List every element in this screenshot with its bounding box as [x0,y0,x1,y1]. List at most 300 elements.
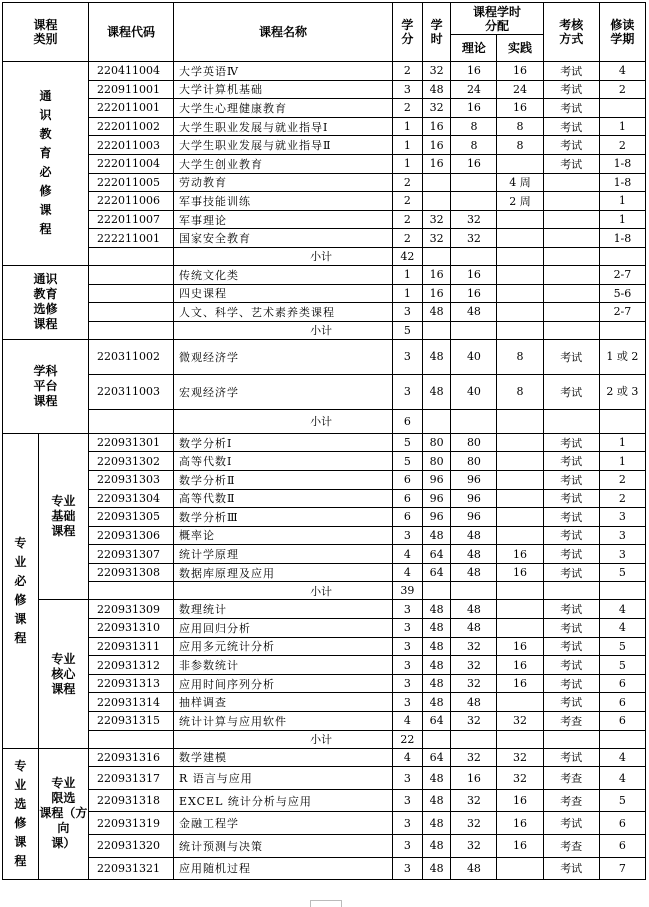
cell-code: 222011005 [89,173,174,192]
table-row [3,812,646,835]
table-row [3,693,646,712]
cell-hours: 48 [422,303,451,322]
table-row [3,563,646,582]
cell-theory: 8 [451,136,497,155]
cell-code: 220931310 [89,619,174,638]
subtotal-empty [543,321,599,339]
cell-name: 大学英语Ⅳ [173,62,392,81]
cell-exam: 考试 [543,62,599,81]
cell-name: 大学生心理健康教育 [173,99,392,118]
header-theory: 理论 [451,35,497,62]
table-row [3,99,646,118]
cell-practice [497,433,543,452]
cell-practice [497,284,543,303]
cell-practice: 16 [497,674,543,693]
cell-name: 军事技能训练 [173,192,392,211]
cell-exam: 考查 [543,789,599,812]
cell-practice [497,154,543,173]
cell-credits: 6 [393,470,423,489]
subtotal-empty [451,321,497,339]
cell-hours: 48 [422,374,451,409]
cell-practice: 16 [497,835,543,858]
cell-practice: 16 [497,563,543,582]
cell-hours: 96 [422,470,451,489]
cell-name: 人文、科学、艺术素养类课程 [173,303,392,322]
cell-theory: 48 [451,619,497,638]
cell-exam [543,303,599,322]
cell-name: 应用时间序列分析 [173,674,392,693]
cell-credits: 3 [393,80,423,99]
cell-name: 大学生职业发展与就业指导Ⅱ [173,136,392,155]
cell-hours: 96 [422,489,451,508]
table-row [3,767,646,790]
cell-name: 四史课程 [173,284,392,303]
cell-theory: 32 [451,229,497,248]
cell-exam: 考试 [543,693,599,712]
table-row [3,637,646,656]
cell-credits: 2 [393,192,423,211]
table-row [3,433,646,452]
cell-theory: 16 [451,154,497,173]
category-gen-required-text: 通识教育必修课程 [39,89,52,237]
cell-exam: 考试 [543,117,599,136]
cell-semester: 2-7 [599,265,645,284]
cell-exam: 考试 [543,674,599,693]
cell-code: 222011003 [89,136,174,155]
cell-hours: 48 [422,637,451,656]
cell-exam: 考试 [543,600,599,619]
subtotal-code [89,247,174,265]
cell-semester: 1 [599,192,645,211]
cell-theory: 16 [451,265,497,284]
table-row [3,265,646,284]
cell-semester: 1-8 [599,229,645,248]
cell-practice [497,600,543,619]
table-row [3,374,646,409]
cell-theory: 32 [451,748,497,767]
cell-practice [497,452,543,471]
cell-credits: 4 [393,563,423,582]
table-row [3,600,646,619]
cell-exam: 考试 [543,526,599,545]
cell-code: 222011002 [89,117,174,136]
subtotal-empty [422,321,451,339]
table-row [3,339,646,374]
cell-exam [543,229,599,248]
cell-semester: 4 [599,619,645,638]
cell-practice [497,210,543,229]
cell-semester: 5 [599,637,645,656]
cell-credits: 3 [393,637,423,656]
cell-credits: 3 [393,857,423,880]
table-row [3,835,646,858]
category-major-required-text: 专业必修课程 [14,535,27,645]
cell-practice: 16 [497,545,543,564]
cell-credits: 3 [393,600,423,619]
subtotal-empty [599,582,645,600]
cell-exam: 考试 [543,857,599,880]
cell-exam: 考查 [543,712,599,731]
table-row [3,545,646,564]
cell-semester: 6 [599,712,645,731]
subtotal-empty [599,247,645,265]
cell-exam: 考试 [543,508,599,527]
subtotal-empty [497,409,543,433]
cell-credits: 4 [393,712,423,731]
cell-practice: 32 [497,748,543,767]
cell-exam: 考试 [543,99,599,118]
cell-exam: 考试 [543,812,599,835]
cell-practice: 16 [497,62,543,81]
subtotal-empty [422,582,451,600]
cell-semester: 5 [599,656,645,675]
cell-credits: 2 [393,210,423,229]
cell-practice: 8 [497,117,543,136]
cell-practice: 16 [497,789,543,812]
subtotal-empty [543,247,599,265]
cell-semester: 6 [599,674,645,693]
subtotal-empty [422,730,451,748]
cell-name: 高等代数Ⅱ [173,489,392,508]
cell-exam: 考试 [543,489,599,508]
cell-theory: 32 [451,656,497,675]
cell-code [89,303,174,322]
table-row [3,526,646,545]
table-row [3,712,646,731]
cell-exam: 考试 [543,470,599,489]
cell-exam: 考试 [543,748,599,767]
cell-exam [543,173,599,192]
cell-name: 数据库原理及应用 [173,563,392,582]
cell-code: 220931301 [89,433,174,452]
cell-semester: 2 [599,489,645,508]
cell-credits: 3 [393,767,423,790]
cell-hours: 80 [422,433,451,452]
cell-hours: 32 [422,229,451,248]
cell-theory: 96 [451,470,497,489]
subtotal-empty [497,730,543,748]
header-row [3,3,646,35]
table-row [3,789,646,812]
cell-code: 220931314 [89,693,174,712]
cell-theory: 48 [451,857,497,880]
cell-theory: 48 [451,303,497,322]
cell-code: 220931303 [89,470,174,489]
subtotal-code [89,321,174,339]
cell-theory: 80 [451,433,497,452]
cell-name: 大学生创业教育 [173,154,392,173]
cell-name: 军事理论 [173,210,392,229]
cell-code: 220931304 [89,489,174,508]
cell-semester: 1 [599,433,645,452]
header-credits: 学 分 [393,3,423,62]
cell-practice [497,508,543,527]
cell-hours: 32 [422,99,451,118]
cell-hours: 64 [422,545,451,564]
cell-code: 222211001 [89,229,174,248]
cell-credits: 2 [393,173,423,192]
cell-credits: 6 [393,489,423,508]
cell-theory: 32 [451,674,497,693]
header-name: 课程名称 [173,3,392,62]
cell-hours: 48 [422,656,451,675]
cell-semester: 5 [599,563,645,582]
cell-practice: 8 [497,136,543,155]
cell-practice [497,470,543,489]
cell-hours: 16 [422,154,451,173]
cell-credits: 3 [393,619,423,638]
cell-name: 高等代数Ⅰ [173,452,392,471]
header-hours: 学 时 [422,3,451,62]
cell-code: 220931302 [89,452,174,471]
category-major-basic: 专业 基础 课程 [38,433,88,600]
category-major-required [3,433,39,748]
cell-code [89,284,174,303]
table-row [3,229,646,248]
cell-theory: 40 [451,374,497,409]
cell-code: 220931307 [89,545,174,564]
cell-code: 220931309 [89,600,174,619]
cell-exam: 考试 [543,136,599,155]
cell-semester: 4 [599,748,645,767]
table-row [3,489,646,508]
cell-code: 220931306 [89,526,174,545]
table-row [3,508,646,527]
cell-code: 220931311 [89,637,174,656]
table-row [3,210,646,229]
cell-name: 数学分析Ⅱ [173,470,392,489]
subtotal-empty [497,582,543,600]
subtotal-row [3,409,646,433]
subtotal-label: 小计 [173,409,392,433]
cell-practice: 16 [497,656,543,675]
cell-name: 非参数统计 [173,656,392,675]
cell-exam: 考试 [543,452,599,471]
cell-hours: 96 [422,508,451,527]
cell-semester: 2 [599,136,645,155]
cell-theory: 32 [451,812,497,835]
cell-credits: 6 [393,508,423,527]
cell-hours: 16 [422,117,451,136]
table-row [3,674,646,693]
cell-hours: 48 [422,693,451,712]
cell-hours: 48 [422,812,451,835]
cell-theory: 16 [451,99,497,118]
cell-credits: 2 [393,229,423,248]
subtotal-row [3,247,646,265]
cell-theory: 48 [451,600,497,619]
cell-semester: 2-7 [599,303,645,322]
cell-code: 220931317 [89,767,174,790]
cell-semester: 4 [599,62,645,81]
cell-semester: 2 [599,470,645,489]
cell-practice: 24 [497,80,543,99]
category-major-limited: 专业 限选 课程（方 向 课） [38,748,88,880]
subtotal-row [3,730,646,748]
cell-exam: 考试 [543,433,599,452]
cell-name: 统计计算与应用软件 [173,712,392,731]
cell-exam: 考查 [543,835,599,858]
cell-practice [497,857,543,880]
cell-practice: 16 [497,99,543,118]
table-row [3,656,646,675]
cell-hours: 64 [422,563,451,582]
cell-code: 220931321 [89,857,174,880]
cell-theory: 32 [451,835,497,858]
cell-credits: 3 [393,674,423,693]
cell-theory: 32 [451,637,497,656]
table-row [3,62,646,81]
cell-credits: 3 [393,693,423,712]
subtotal-credits: 6 [393,409,423,433]
cell-practice: 8 [497,374,543,409]
cell-credits: 3 [393,835,423,858]
table-row [3,284,646,303]
cell-code: 220311003 [89,374,174,409]
cell-hours [422,173,451,192]
cell-semester: 2 或 3 [599,374,645,409]
cell-practice: 32 [497,712,543,731]
cell-credits: 5 [393,433,423,452]
cell-practice [497,693,543,712]
cell-semester: 6 [599,693,645,712]
cell-exam: 考试 [543,545,599,564]
subtotal-empty [451,247,497,265]
cell-exam: 考查 [543,767,599,790]
cell-practice [497,265,543,284]
cell-theory: 32 [451,712,497,731]
cell-exam [543,265,599,284]
cell-exam [543,284,599,303]
category-gen-required [3,62,89,266]
cell-theory: 96 [451,489,497,508]
cell-hours: 48 [422,789,451,812]
cell-practice: 16 [497,812,543,835]
cell-practice: 2 周 [497,192,543,211]
cell-credits: 1 [393,154,423,173]
cell-credits: 3 [393,812,423,835]
table-row [3,192,646,211]
header-hours-dist: 课程学时 分配 [451,3,543,35]
subtotal-row [3,582,646,600]
cell-credits: 2 [393,99,423,118]
subtotal-row [3,321,646,339]
cell-name: 劳动教育 [173,173,392,192]
cell-exam: 考试 [543,656,599,675]
cell-theory [451,192,497,211]
cell-hours: 64 [422,712,451,731]
cell-exam: 考试 [543,619,599,638]
subtotal-empty [451,409,497,433]
subtotal-empty [599,409,645,433]
cell-code: 222011001 [89,99,174,118]
category-major-core: 专业 核心 课程 [38,600,88,748]
category-major-elective [3,748,39,880]
cell-code: 220931316 [89,748,174,767]
cell-semester: 4 [599,600,645,619]
subtotal-empty [543,409,599,433]
cell-semester: 3 [599,508,645,527]
cell-credits: 2 [393,62,423,81]
cell-code: 220931305 [89,508,174,527]
header-category: 课程 类别 [3,3,89,62]
cell-practice: 8 [497,339,543,374]
cell-name: 国家安全教育 [173,229,392,248]
cell-name: 概率论 [173,526,392,545]
cell-theory: 48 [451,693,497,712]
cell-code: 222011007 [89,210,174,229]
cell-theory: 48 [451,563,497,582]
subtotal-code [89,730,174,748]
cell-hours [422,192,451,211]
cell-hours: 48 [422,674,451,693]
cell-credits: 3 [393,303,423,322]
category-discipline: 学科 平台 课程 [3,339,89,433]
cell-semester: 7 [599,857,645,880]
table-row [3,173,646,192]
cell-hours: 32 [422,210,451,229]
cell-name: 应用回归分析 [173,619,392,638]
subtotal-label: 小计 [173,730,392,748]
cell-semester: 3 [599,526,645,545]
subtotal-credits: 5 [393,321,423,339]
cell-theory: 48 [451,545,497,564]
cell-practice: 4 周 [497,173,543,192]
cell-name: 统计预测与决策 [173,835,392,858]
cell-code: 220411004 [89,62,174,81]
cell-name: 应用多元统计分析 [173,637,392,656]
subtotal-empty [422,409,451,433]
cell-semester [599,99,645,118]
cell-credits: 3 [393,526,423,545]
cell-semester: 1-8 [599,173,645,192]
cell-hours: 48 [422,600,451,619]
cell-credits: 3 [393,789,423,812]
cell-semester: 4 [599,767,645,790]
cell-hours: 48 [422,80,451,99]
cell-hours: 48 [422,857,451,880]
table-row [3,452,646,471]
header-semester: 修读 学期 [599,3,645,62]
cell-hours: 48 [422,526,451,545]
cell-semester: 1 或 2 [599,339,645,374]
cell-hours: 16 [422,136,451,155]
cell-credits: 5 [393,452,423,471]
cell-semester: 1-8 [599,154,645,173]
cell-name: 数学分析Ⅰ [173,433,392,452]
cell-theory: 80 [451,452,497,471]
subtotal-empty [599,730,645,748]
category-gen-elective: 通识 教育 选修 课程 [3,265,89,339]
cell-semester: 5 [599,789,645,812]
cell-theory: 32 [451,789,497,812]
cell-semester: 2 [599,80,645,99]
cell-code: 220911001 [89,80,174,99]
cell-exam: 考试 [543,637,599,656]
cell-name: 数理统计 [173,600,392,619]
subtotal-label: 小计 [173,321,392,339]
cell-credits: 1 [393,265,423,284]
cell-hours: 48 [422,339,451,374]
cell-credits: 1 [393,136,423,155]
cell-semester: 3 [599,545,645,564]
subtotal-empty [451,582,497,600]
cell-theory: 16 [451,767,497,790]
subtotal-empty [451,730,497,748]
cell-name: 大学生职业发展与就业指导Ⅰ [173,117,392,136]
cell-code: 220931312 [89,656,174,675]
cell-credits: 3 [393,656,423,675]
